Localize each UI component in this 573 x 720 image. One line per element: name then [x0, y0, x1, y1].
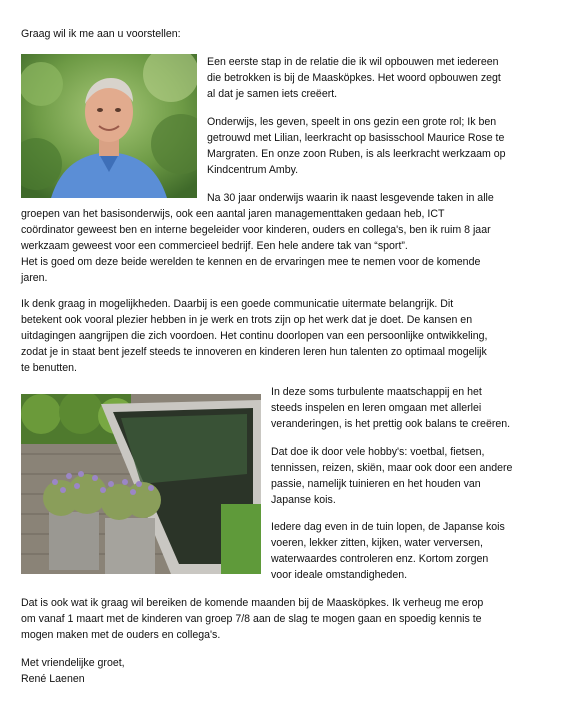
greeting: Graag wil ik me aan u voorstellen: [21, 28, 181, 40]
balance-paragraph [271, 384, 561, 432]
text-line: Het is goed om deze beide werelden te kennen en de ervaringen mee te nemen voor de komende [21, 256, 481, 268]
text-line: zodat je in staat bent jezelf steeds te innoveren en kinderen leren hun talenten zo optimaal mogelijk [21, 346, 487, 358]
text-line: jaren. [21, 272, 48, 284]
text-line: Dat is ook wat ik graag wil bereiken de komende maanden bij de Maasköpkes. Ik verheug me erop [21, 597, 484, 609]
text-line: te benutten. [21, 362, 77, 374]
pond-illustration [21, 394, 261, 574]
text-line: om vanaf 1 maart met de kinderen van groep 7/8 aan de slag te mogen gaan en spoedig kennis te [21, 613, 482, 625]
signature: René Laenen [21, 673, 85, 685]
text-line: werkzaam geweest voor een commercieel bedrijf. Een hele andere tak van “sport”. [21, 240, 408, 252]
goal-paragraph [21, 595, 551, 643]
career-first-line: Na 30 jaar onderwijs waarin ik naast lesgevende taken in alle [207, 192, 494, 204]
text-line: tennissen, reizen, skiën, maar ook door een andere [271, 462, 513, 474]
text-line: Een eerste stap in de relatie die ik wil opbouwen met iedereen [207, 56, 499, 68]
text-line: voeren, lekker zitten, kijken, water verversen, [271, 537, 483, 549]
hobbies-paragraph [271, 444, 561, 508]
text-line: Dat doe ik door vele hobby's: voetbal, fietsen, [271, 446, 485, 458]
text-line: veranderingen, is het prettig ook balans te creëren. [271, 418, 511, 430]
text-line: Kindcentrum Amby. [207, 164, 299, 176]
text-line: In deze soms turbulente maatschappij en het [271, 386, 482, 398]
text-line: mogen maken met de ouders en collega's. [21, 629, 221, 641]
text-line: coördinator geweest ben en interne begeleider voor kinderen, ouders en collega's, ben ik ruim 8 jaar [21, 224, 491, 236]
text-line: Margraten. En onze zoon Ruben, is als leerkracht werkzaam op [207, 148, 506, 160]
text-line: Japanse kois. [271, 494, 336, 506]
text-line: uitdagingen aangrijpen die zich voordoen. Het continu doorlopen van een persoonlijke ontwikkeling, [21, 330, 488, 342]
text-line: waterwaardes controleren enz. Kortom zorgen [271, 553, 489, 565]
text-line: Ik denk graag in mogelijkheden. Daarbij is een goede communicatie uitermate belangrijk. Dit [21, 298, 454, 310]
garden-pond-photo [21, 394, 261, 574]
text-line: groepen van het basisonderwijs, ook een aantal jaren managementtaken gedaan heb, ICT [21, 208, 445, 220]
closing: Met vriendelijke groet, [21, 657, 125, 669]
text-line: al dat je samen iets creëert. [207, 88, 338, 100]
garden-paragraph [271, 519, 561, 583]
text-line: steeds inspelen en leren omgaan met allerlei [271, 402, 482, 414]
portrait-photo [21, 54, 197, 198]
text-line: getrouwd met Lilian, leerkracht op basisschool Maurice Rose te [207, 132, 505, 144]
text-line: die betrokken is bij de Maasköpkes. Het woord opbouwen zegt [207, 72, 501, 84]
portrait-illustration [21, 54, 197, 198]
career-paragraph [21, 206, 551, 286]
text-line: betekent ook vooral plezier hebben in je werk en trots zijn op het werk dat je doet. De kansen en [21, 314, 473, 326]
vision-paragraph [21, 296, 551, 376]
text-line: Onderwijs, les geven, speelt in ons gezin een grote rol; Ik ben [207, 116, 497, 128]
text-line: Iedere dag even in de tuin lopen, de Japanse kois [271, 521, 505, 533]
family-paragraph [207, 114, 547, 178]
intro-paragraph [207, 54, 547, 102]
text-line: passie, namelijk tuinieren en het houden van [271, 478, 481, 490]
text-line: voor ideale omstandigheden. [271, 569, 408, 581]
